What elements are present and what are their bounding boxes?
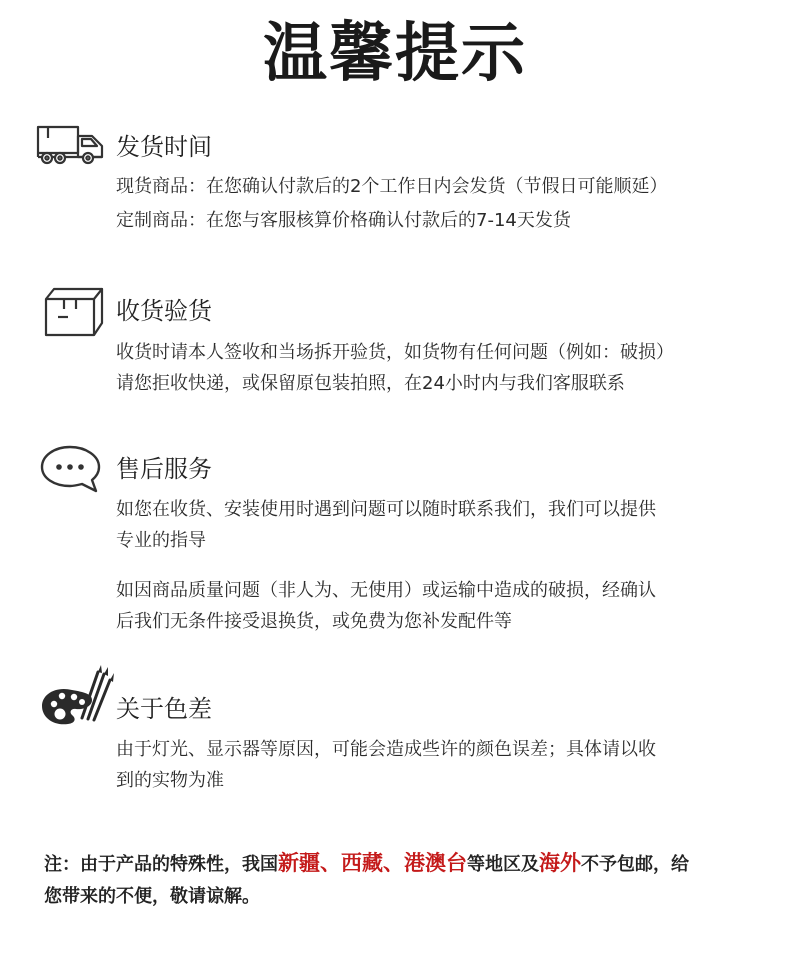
- text-line: 到的实物为准: [116, 770, 224, 791]
- text-line: 如因商品质量问题（非人为、无使用）或运输中造成的破损，经确认: [116, 580, 656, 601]
- text-line: 如您在收货、安装使用时遇到问题可以随时联系我们，我们可以提供: [116, 499, 656, 520]
- shipping-note: [44, 847, 764, 913]
- paragraph-returns: [116, 575, 766, 637]
- paragraph-in-stock: [116, 171, 766, 202]
- package-box-icon: [40, 287, 106, 339]
- text-line: 现货商品：在您确认付款后的2个工作日内会发货（节假日可能顺延）: [116, 176, 668, 197]
- text-line: 后我们无条件接受退换货，或免费为您补发配件等: [116, 611, 512, 632]
- heading-color-difference: 关于色差: [116, 695, 212, 723]
- text-line: 收货时请本人签收和当场拆开验货，如货物有任何问题（例如：破损）: [116, 342, 674, 363]
- paint-palette-icon: [38, 664, 114, 732]
- chat-bubble-icon: [40, 444, 102, 494]
- text-line: 定制商品：在您与客服核算价格确认付款后的7-14天发货: [116, 210, 571, 231]
- paragraph-support: [116, 494, 766, 556]
- note-line-2: 您带来的不便，敬请谅解。: [44, 886, 260, 907]
- text-line: 专业的指导: [116, 530, 206, 551]
- page-title: 温馨提示: [263, 17, 527, 91]
- text-line: 由于灯光、显示器等原因，可能会造成些许的颜色误差；具体请以收: [116, 739, 656, 760]
- delivery-truck-icon: [36, 124, 106, 166]
- paragraph-receiving: [116, 337, 766, 399]
- note-highlight-regions: 新疆、西藏、港澳台: [278, 851, 467, 875]
- paragraph-color: [116, 734, 766, 796]
- note-highlight-overseas: 海外: [539, 851, 581, 875]
- note-text: 等地区及: [467, 854, 539, 875]
- heading-shipping-time: 发货时间: [116, 133, 212, 161]
- text-line: 请您拒收快递，或保留原包装拍照，在24小时内与我们客服联系: [116, 373, 625, 394]
- note-text: 注：由于产品的特殊性，我国: [44, 854, 278, 875]
- heading-after-sales: 售后服务: [116, 455, 212, 483]
- paragraph-custom: [116, 205, 766, 236]
- note-line-1: [44, 847, 764, 881]
- note-text: 不予包邮，给: [581, 854, 689, 875]
- heading-receiving-inspection: 收货验货: [116, 297, 212, 325]
